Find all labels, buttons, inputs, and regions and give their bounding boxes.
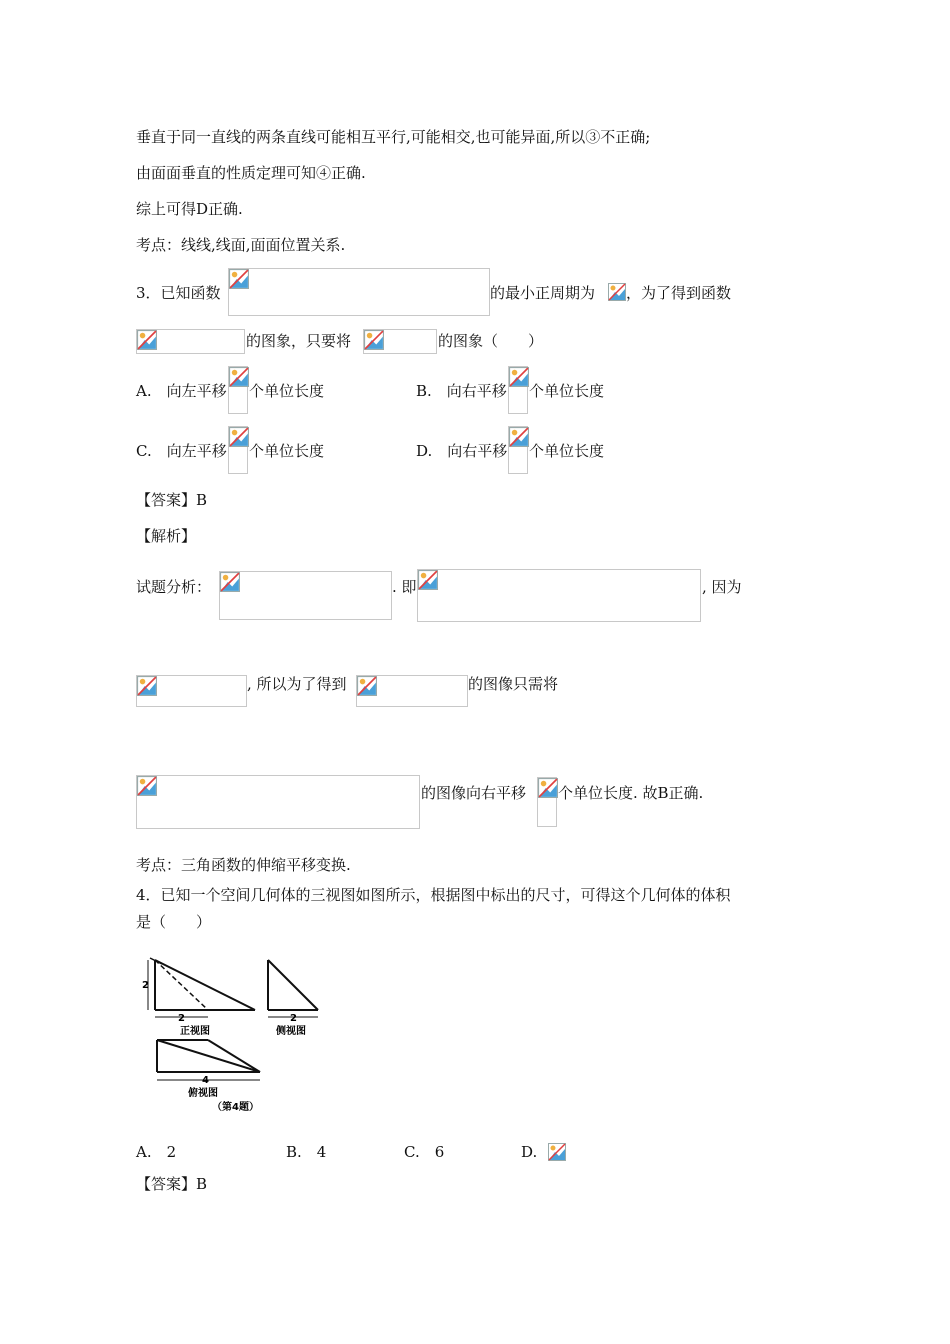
top-view	[157, 1040, 260, 1080]
solution-text: 试题分析：	[136, 578, 212, 596]
option-unit: 个单位长度	[249, 442, 325, 460]
dim-label: 2	[142, 980, 149, 991]
formula-image	[228, 426, 248, 474]
three-view-figure	[140, 950, 340, 1130]
option-b: B. 4	[286, 1143, 327, 1161]
answer-line: 【答案】B	[136, 1175, 208, 1193]
side-view	[268, 960, 318, 1017]
formula-image	[608, 283, 626, 301]
q4-stem: 4．已知一个空间几何体的三视图如图所示，根据图中标出的尺寸，可得这个几何体的体积	[136, 886, 731, 904]
q3-stem-text: 的最小正周期为	[490, 284, 596, 302]
solution-text: . 即	[392, 578, 417, 596]
option-b-label: B. 向右平移	[416, 382, 507, 400]
q3-stem-text: 的图象，只要将	[246, 332, 352, 350]
option-c: C. 6	[404, 1143, 445, 1161]
formula-image	[136, 329, 245, 354]
solution-text: 的图像向右平移	[421, 784, 527, 802]
formula-image	[219, 571, 392, 620]
solution-text: , 因为	[702, 578, 742, 596]
formula-image	[136, 775, 420, 829]
formula-image	[548, 1143, 566, 1161]
q3-stem-text: ，为了得到函数	[626, 284, 732, 302]
dim-label: 4	[202, 1075, 209, 1086]
formula-image	[136, 675, 247, 707]
figure-caption: （第4题）	[212, 1102, 259, 1113]
dim-label: 2	[290, 1013, 297, 1024]
formula-image	[356, 675, 468, 707]
text-line: 垂直于同一直线的两条直线可能相互平行,可能相交,也可能异面,所以③不正确;	[136, 128, 651, 146]
option-d: D.	[521, 1143, 538, 1161]
formula-image	[228, 366, 248, 414]
kaodian-line: 考点：线线,线面,面面位置关系.	[136, 236, 346, 254]
option-unit: 个单位长度	[249, 382, 325, 400]
analysis-heading: 【解析】	[136, 527, 197, 545]
answer-line: 【答案】B	[136, 491, 208, 509]
option-unit: 个单位长度	[529, 382, 605, 400]
solution-text: , 所以为了得到	[247, 675, 347, 693]
option-a: A. 2	[136, 1143, 177, 1161]
front-view-label: 正视图	[180, 1026, 210, 1037]
option-d-label: D. 向右平移	[416, 442, 508, 460]
side-view-label: 侧视图	[276, 1026, 306, 1037]
top-view-label: 俯视图	[188, 1088, 218, 1099]
q3-stem-text: 的图象（ ）	[438, 332, 544, 350]
dim-label: 2	[178, 1013, 185, 1024]
option-c-label: C. 向左平移	[136, 442, 227, 460]
formula-image	[228, 268, 490, 316]
q3-stem-start: 3．已知函数	[136, 284, 221, 302]
formula-image	[508, 366, 528, 414]
option-unit: 个单位长度	[529, 442, 605, 460]
solution-text: 的图像只需将	[468, 675, 559, 693]
option-a-label: A. 向左平移	[136, 382, 227, 400]
formula-image	[363, 329, 437, 354]
formula-image	[508, 426, 528, 474]
formula-image	[537, 777, 557, 827]
q4-stem: 是（ ）	[136, 913, 212, 931]
front-view	[148, 958, 255, 1017]
solution-text: 个单位长度. 故B正确.	[558, 784, 704, 802]
text-line: 综上可得D正确.	[136, 200, 243, 218]
formula-image	[417, 569, 701, 622]
kaodian-line: 考点：三角函数的伸缩平移变换.	[136, 856, 351, 874]
text-line: 由面面垂直的性质定理可知④正确.	[136, 164, 366, 182]
